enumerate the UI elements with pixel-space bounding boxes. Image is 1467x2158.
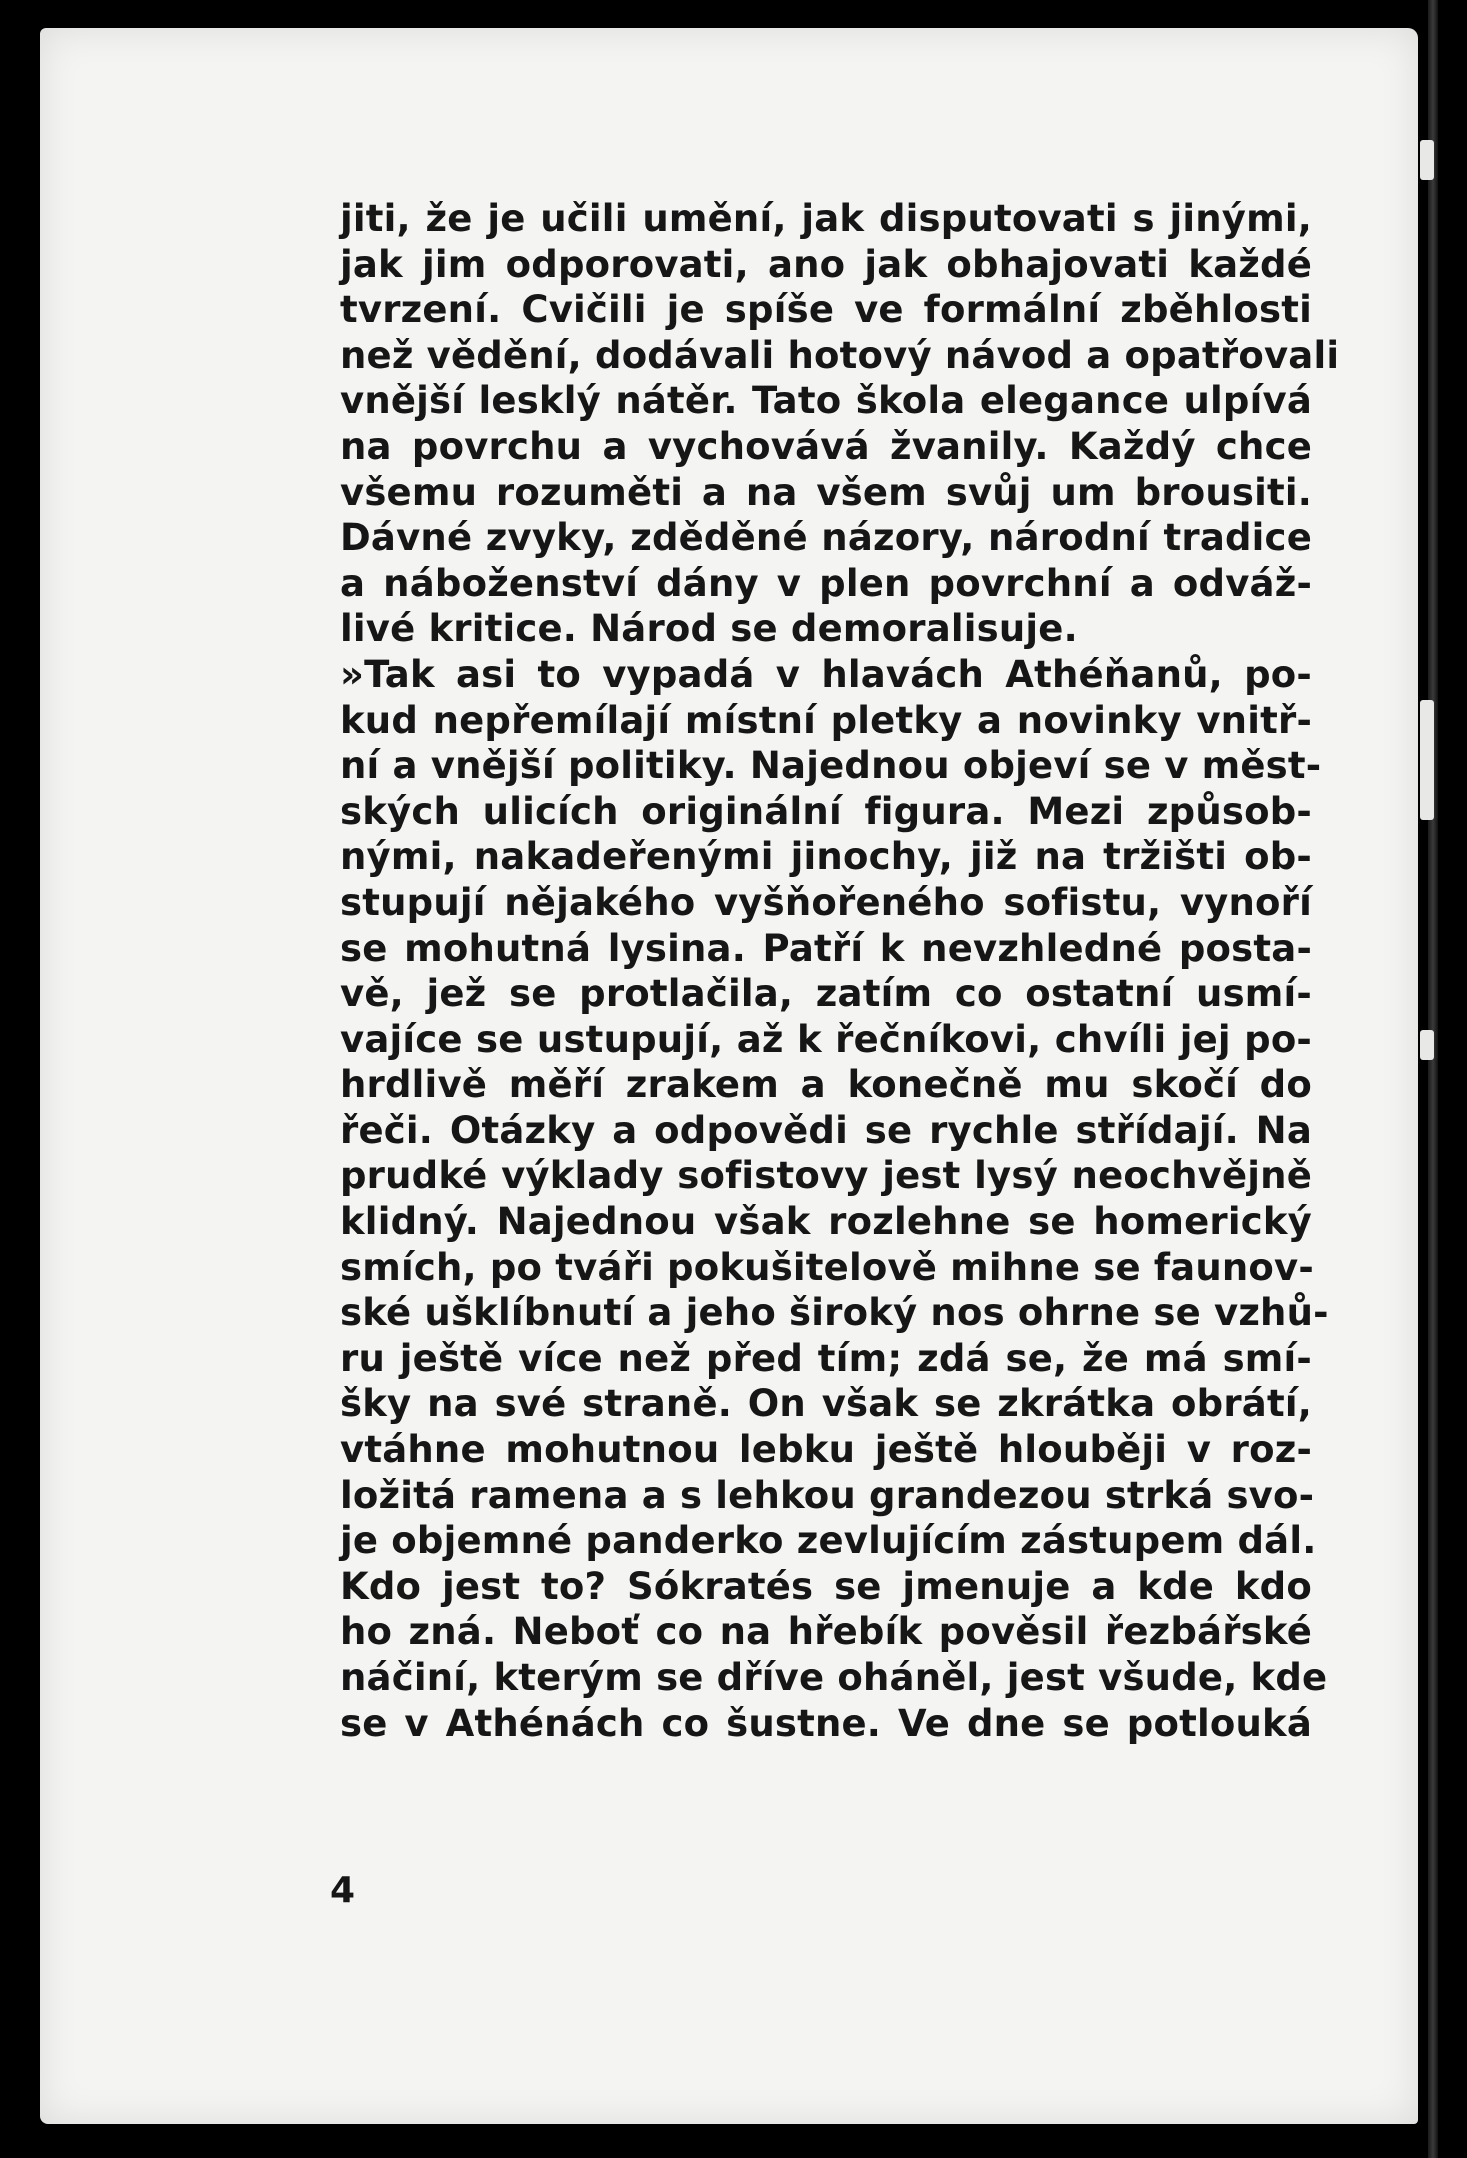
text-line: je objemné panderko zevlujícím zástupem dál. — [340, 1519, 1317, 1563]
text-line: Dávné zvyky, zděděné názory, národní tradice — [340, 516, 1312, 560]
text-line: hrdlivě měří zrakem a konečně mu skočí do — [340, 1063, 1312, 1107]
text-line: ru ještě více než před tím; zdá se, že má smí- — [340, 1336, 1312, 1380]
text-line: vajíce se ustupují, až k řečníkovi, chvíli jej po- — [340, 1017, 1312, 1061]
text-line: livé kritice. Národ se demoralisuje. — [340, 607, 1078, 651]
text-line: řeči. Otázky a odpovědi se rychle střídají. Na — [340, 1108, 1312, 1152]
text-line: vtáhne mohutnou lebku ještě hlouběji v roz- — [340, 1428, 1312, 1472]
text-line: klidný. Najednou však rozlehne se homerický — [340, 1200, 1312, 1244]
text-line: všemu rozuměti a na všem svůj um brousiti. — [340, 470, 1312, 514]
text-line: jiti, že je učili umění, jak disputovati s jinými, — [340, 197, 1312, 240]
spine-highlight — [1420, 1030, 1434, 1060]
text-line: »Tak asi to vypadá v hlavách Athéňanů, po- — [340, 652, 1312, 696]
text-line: jak jim odporovati, ano jak obhajovati každé — [340, 242, 1312, 286]
text-line: smích, po tváři pokušitelově mihne se faunov- — [340, 1245, 1314, 1289]
text-line: než vědění, dodávali hotový návod a opatřovali — [340, 333, 1340, 377]
text-line: nými, nakadeřenými jinochy, již na tržišti ob- — [340, 835, 1312, 879]
text-line: ských ulicích originální figura. Mezi způsob- — [340, 789, 1312, 833]
book-spine — [1428, 0, 1438, 2158]
page-number: 4 — [330, 1870, 356, 1911]
text-line: šky na své straně. On však se zkrátka obrátí, — [340, 1382, 1312, 1426]
body-text — [340, 196, 1340, 1746]
text-line: ní a vnější politiky. Najednou objeví se v měst- — [340, 744, 1322, 788]
text-line: náčiní, kterým se dříve oháněl, jest všude, kde — [340, 1656, 1328, 1699]
text-line: stupují nějakého vyšňořeného sofistu, vynoří — [340, 880, 1312, 924]
text-line: prudké výklady sofistovy jest lysý neochvějně — [340, 1154, 1312, 1198]
text-line: vnější lesklý nátěr. Tato škola elegance ulpívá — [340, 379, 1312, 423]
text-line: Kdo jest to? Sókratés se jmenuje a kde kdo — [340, 1564, 1312, 1608]
text-line: na povrchu a vychovává žvanily. Každý chce — [340, 424, 1312, 468]
spine-highlight — [1420, 140, 1434, 180]
text-line: se v Athénách co šustne. Ve dne se potlouká — [340, 1701, 1312, 1745]
text-line: ložitá ramena a s lehkou grandezou strká svo- — [340, 1473, 1315, 1517]
text-line: vě, jež se protlačila, zatím co ostatní usmí- — [340, 972, 1312, 1016]
text-line: ho zná. Neboť co na hřebík pověsil řezbářské — [340, 1610, 1312, 1654]
text-line: ské ušklíbnutí a jeho široký nos ohrne se vzhů- — [340, 1291, 1329, 1335]
text-line: se mohutná lysina. Patří k nevzhledné posta- — [340, 926, 1312, 970]
text-line: a náboženství dány v plen povrchní a odváž- — [340, 561, 1312, 605]
text-line: tvrzení. Cvičili je spíše ve formální zběhlosti — [340, 288, 1312, 332]
spine-highlight — [1420, 700, 1434, 820]
text-line: kud nepřemílají místní pletky a novinky vnitř- — [340, 698, 1312, 742]
